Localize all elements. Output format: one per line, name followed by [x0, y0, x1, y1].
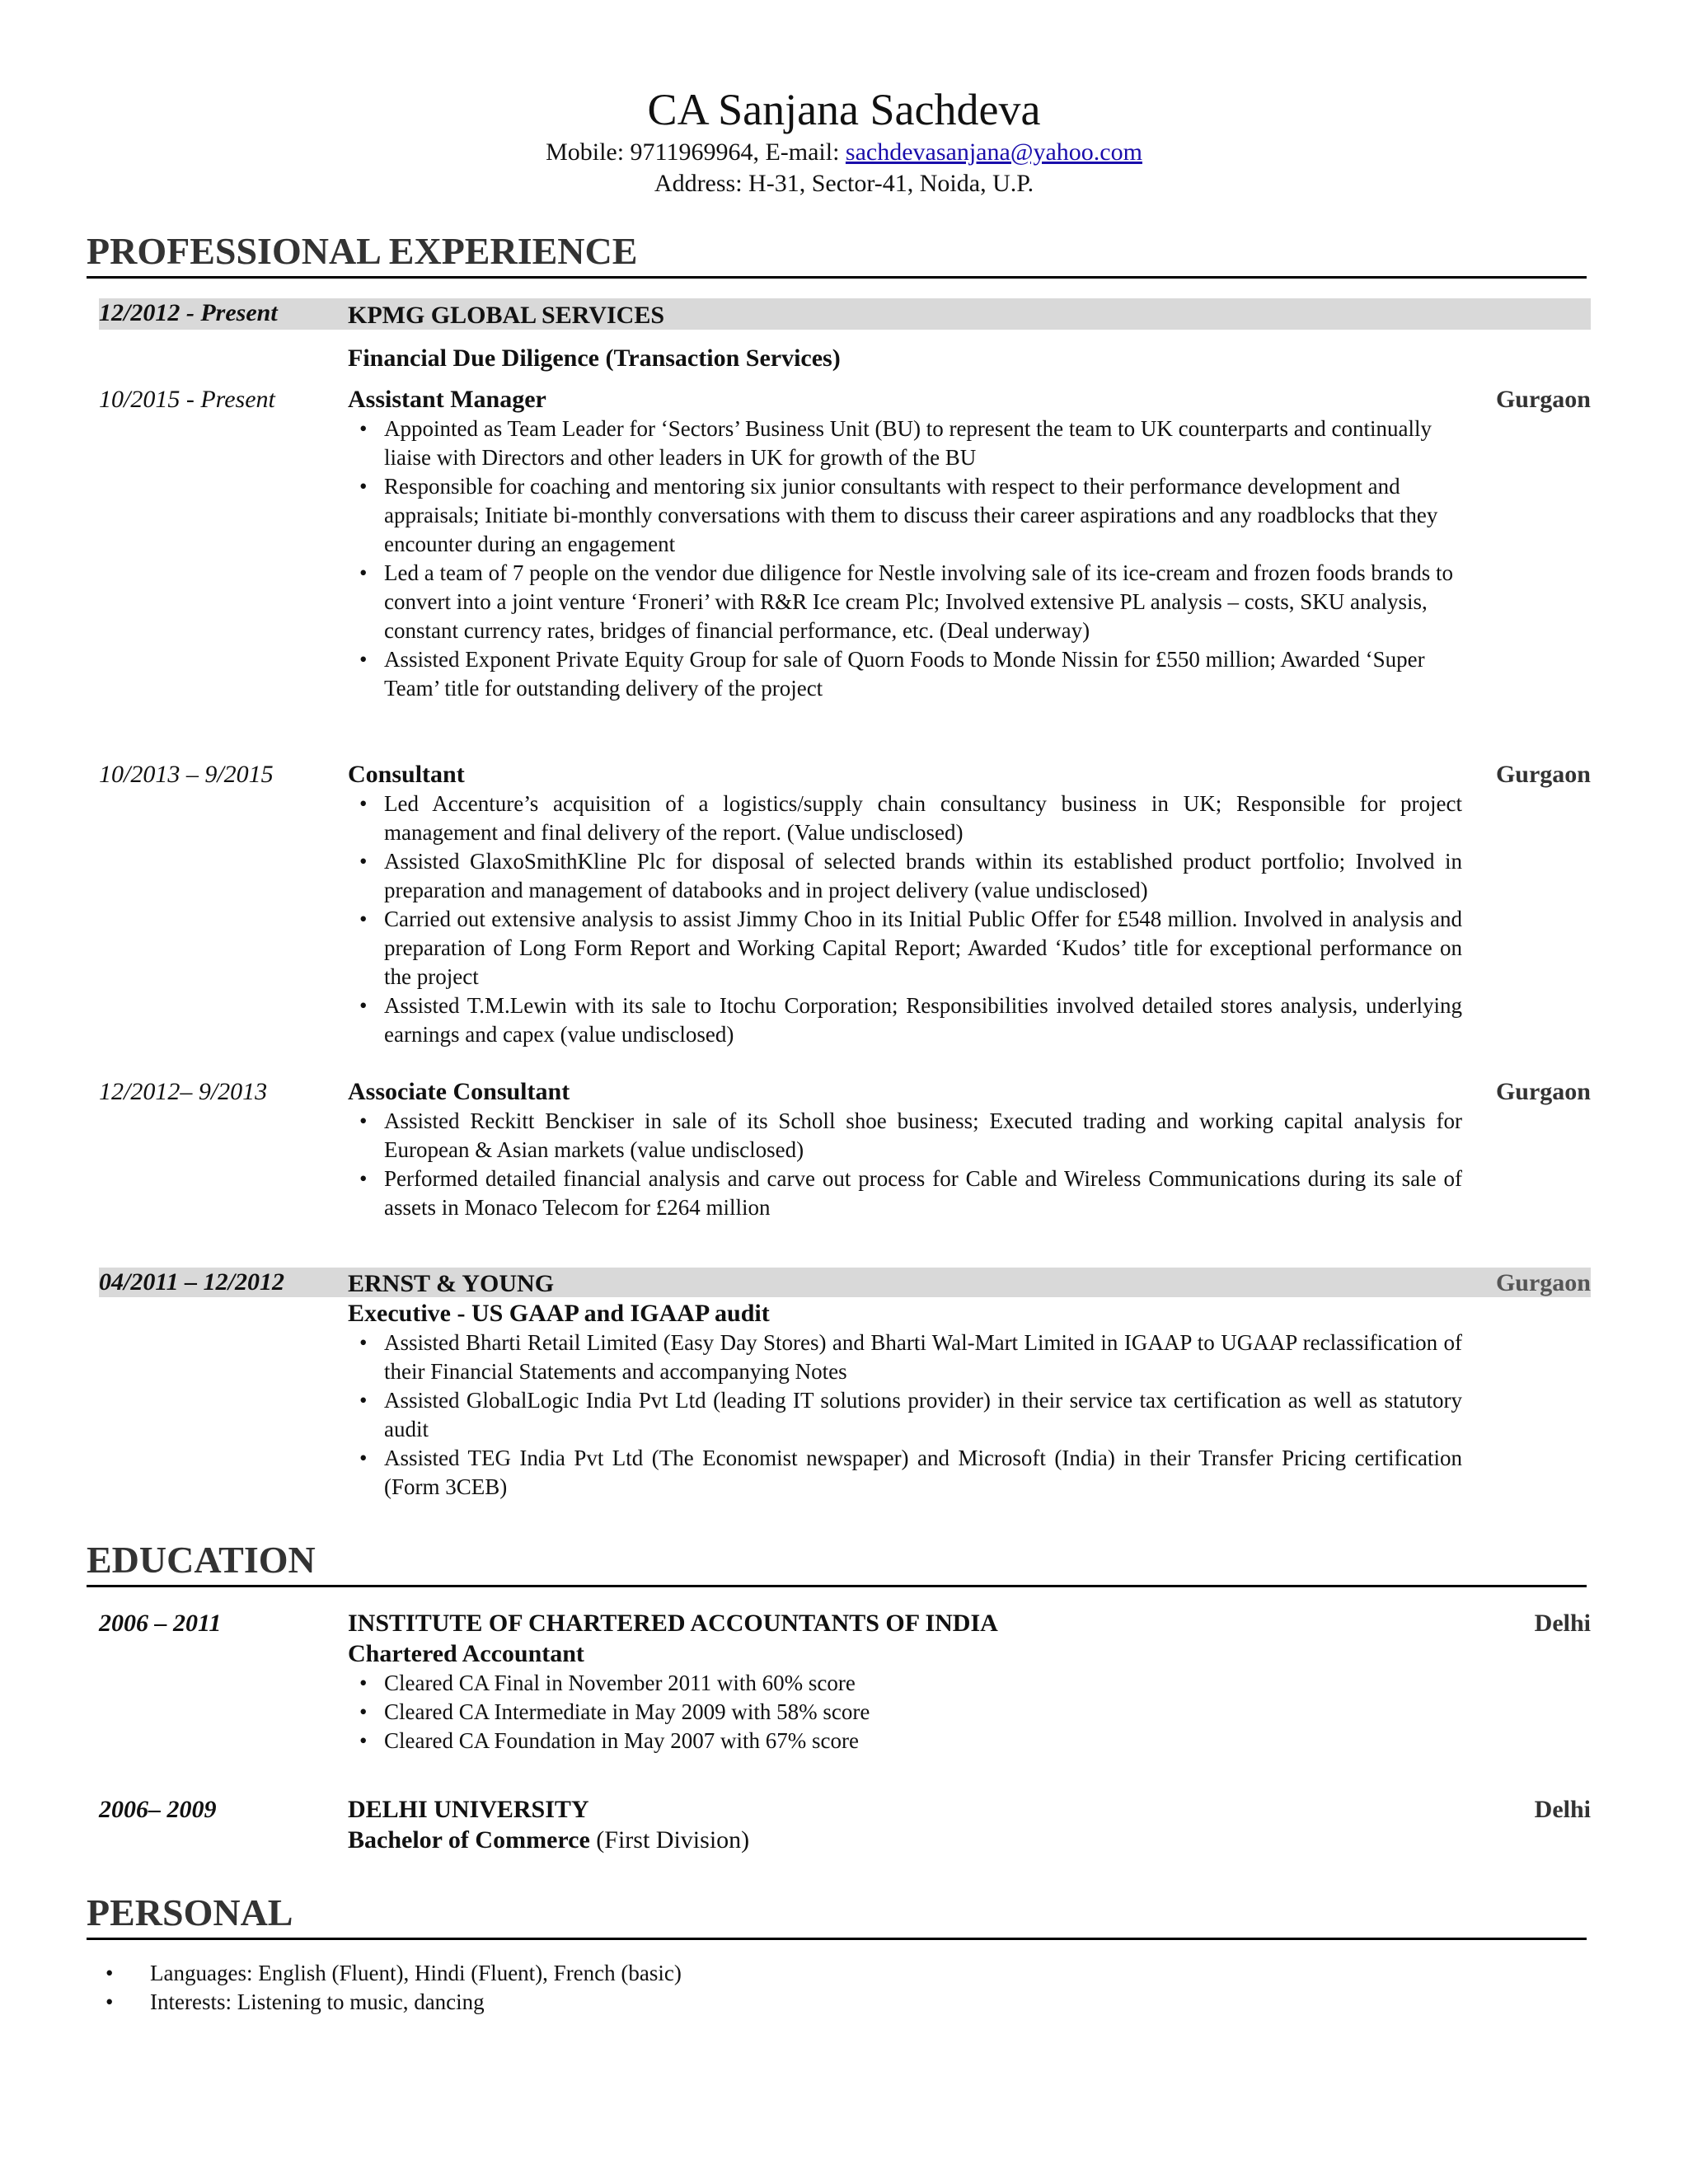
employer-band: [99, 1268, 1591, 1297]
role-title: Consultant: [348, 761, 465, 788]
list-item: • Assisted TEG India Pvt Ltd (The Economist newspaper) and Microsoft (India) in their Transfer Pricing certification (Form 3CEB): [348, 1444, 1462, 1502]
employer-date: 12/2012 - Present: [99, 299, 278, 326]
mobile-text: Mobile: 9711969964, E-mail:: [546, 138, 840, 166]
list-item: • Cleared CA Foundation in May 2007 with 67% score: [348, 1727, 1462, 1755]
role-bullets-consultant: [348, 790, 1462, 1049]
list-item: • Carried out extensive analysis to assist Jimmy Choo in its Initial Public Offer for £548 million. Involved in analysis and preparation of Long Form Report and Working Capital Report; Awarded ‘Kudos’ title for exceptional performance on the project: [348, 905, 1462, 991]
section-title-personal: PERSONAL: [87, 1890, 1587, 1940]
list-item: • Led Accenture’s acquisition of a logistics/supply chain consultancy business in UK; Responsible for project management and final delivery of the report. (Value undisclosed): [348, 790, 1462, 847]
list-item: • Languages: English (Fluent), Hindi (Fluent), French (basic): [99, 1959, 682, 1988]
list-item: • Appointed as Team Leader for ‘Sectors’ Business Unit (BU) to represent the team to UK counterparts and continually liaise with Directors and other leaders in UK for growth of the BU: [348, 415, 1462, 472]
degree-title: Bachelor of Commerce: [348, 1826, 590, 1854]
list-item: • Assisted Reckitt Benckiser in sale of its Scholl shoe business; Executed trading and working capital analysis for European & Asian markets (value undisclosed): [348, 1107, 1462, 1165]
list-item: • Assisted Bharti Retail Limited (Easy Day Stores) and Bharti Wal-Mart Limited in IGAAP to UGAAP reclassification of their Financial Statements and accompanying Notes: [348, 1329, 1462, 1386]
education-date: 2006 – 2011: [99, 1610, 222, 1637]
role-bullets-executive: [348, 1329, 1462, 1502]
role-location: Gurgaon: [1495, 1078, 1591, 1105]
employer-date: 04/2011 – 12/2012: [99, 1268, 285, 1296]
list-item: • Responsible for coaching and mentoring six junior consultants with respect to their performance development and appraisals; Initiate bi-monthly conversations with them to discuss their career aspirations and any roadblocks that they encounter during an engagement: [348, 472, 1462, 559]
role-date: 10/2013 – 9/2015: [99, 761, 274, 788]
contact-line: [0, 137, 1688, 168]
employer-location: Gurgaon: [1495, 1269, 1591, 1296]
role-bullets-associate-consultant: [348, 1107, 1462, 1222]
list-item: • Assisted Exponent Private Equity Group for sale of Quorn Foods to Monde Nissin for £550 million; Awarded ‘Super Team’ title for outstanding delivery of the project: [348, 645, 1462, 703]
list-item: • Assisted T.M.Lewin with its sale to Itochu Corporation; Responsibilities involved detailed stores analysis, underlying earnings and capex (value undisclosed): [348, 991, 1462, 1049]
list-item: • Performed detailed financial analysis and carve out process for Cable and Wireless Communications during its sale of assets in Monaco Telecom for £264 million: [348, 1165, 1462, 1222]
degree-note: (First Division): [589, 1826, 750, 1854]
degree-name: [348, 1639, 584, 1669]
role-title: Assistant Manager: [348, 386, 546, 413]
list-item: • Assisted GlobalLogic India Pvt Ltd (leading IT solutions provider) in their service tax certification as well as statutory audit: [348, 1386, 1462, 1444]
list-item: • Interests: Listening to music, dancing: [99, 1988, 682, 2017]
role-date: 12/2012– 9/2013: [99, 1078, 268, 1105]
institution-name: DELHI UNIVERSITY: [348, 1796, 589, 1823]
role-date: 10/2015 - Present: [99, 386, 275, 413]
list-item: • Assisted GlaxoSmithKline Plc for disposal of selected brands within its established product portfolio; Involved in preparation and management of databooks and in project delivery (value undisclosed): [348, 847, 1462, 905]
list-item: • Led a team of 7 people on the vendor due diligence for Nestle involving sale of its ice-cream and frozen foods brands to convert into a joint venture ‘Froneri’ with R&R Ice cream Plc; Involved extensive PL analysis – costs, SKU analysis, constant currency rates, bridges of financial performance, etc. (Deal underway): [348, 559, 1462, 645]
role-title-executive: Executive - US GAAP and IGAAP audit: [348, 1300, 770, 1327]
email-link[interactable]: sachdevasanjana@yahoo.com: [845, 138, 1142, 166]
section-title-experience: PROFESSIONAL EXPERIENCE: [87, 228, 1587, 279]
degree-title: Chartered Accountant: [348, 1640, 584, 1667]
education-bullets: [348, 1669, 1462, 1755]
list-item: • Cleared CA Intermediate in May 2009 with 58% score: [348, 1698, 1462, 1727]
institution-name: INSTITUTE OF CHARTERED ACCOUNTANTS OF INDIA: [348, 1610, 998, 1637]
role-location: Gurgaon: [1495, 761, 1591, 788]
personal-list: [99, 1959, 682, 2017]
education-location: Delhi: [1534, 1796, 1591, 1823]
employer-name: KPMG GLOBAL SERVICES: [348, 302, 665, 329]
role-bullets-assistant-manager: [348, 415, 1462, 703]
section-title-education: EDUCATION: [87, 1537, 1587, 1587]
division-name: Financial Due Diligence (Transaction Services): [348, 344, 841, 372]
employer-name: ERNST & YOUNG: [348, 1270, 555, 1297]
list-item: • Cleared CA Final in November 2011 with 60% score: [348, 1669, 1462, 1698]
candidate-name: CA Sanjana Sachdeva: [647, 85, 1041, 134]
education-location: Delhi: [1534, 1610, 1591, 1637]
resume-header: [0, 82, 1688, 199]
role-location: Gurgaon: [1495, 386, 1591, 413]
role-title: Associate Consultant: [348, 1078, 570, 1105]
employer-band: [99, 298, 1591, 330]
degree-name: [348, 1825, 749, 1855]
education-date: 2006– 2009: [99, 1796, 217, 1823]
address-line: Address: H-31, Sector-41, Noida, U.P.: [654, 170, 1034, 197]
